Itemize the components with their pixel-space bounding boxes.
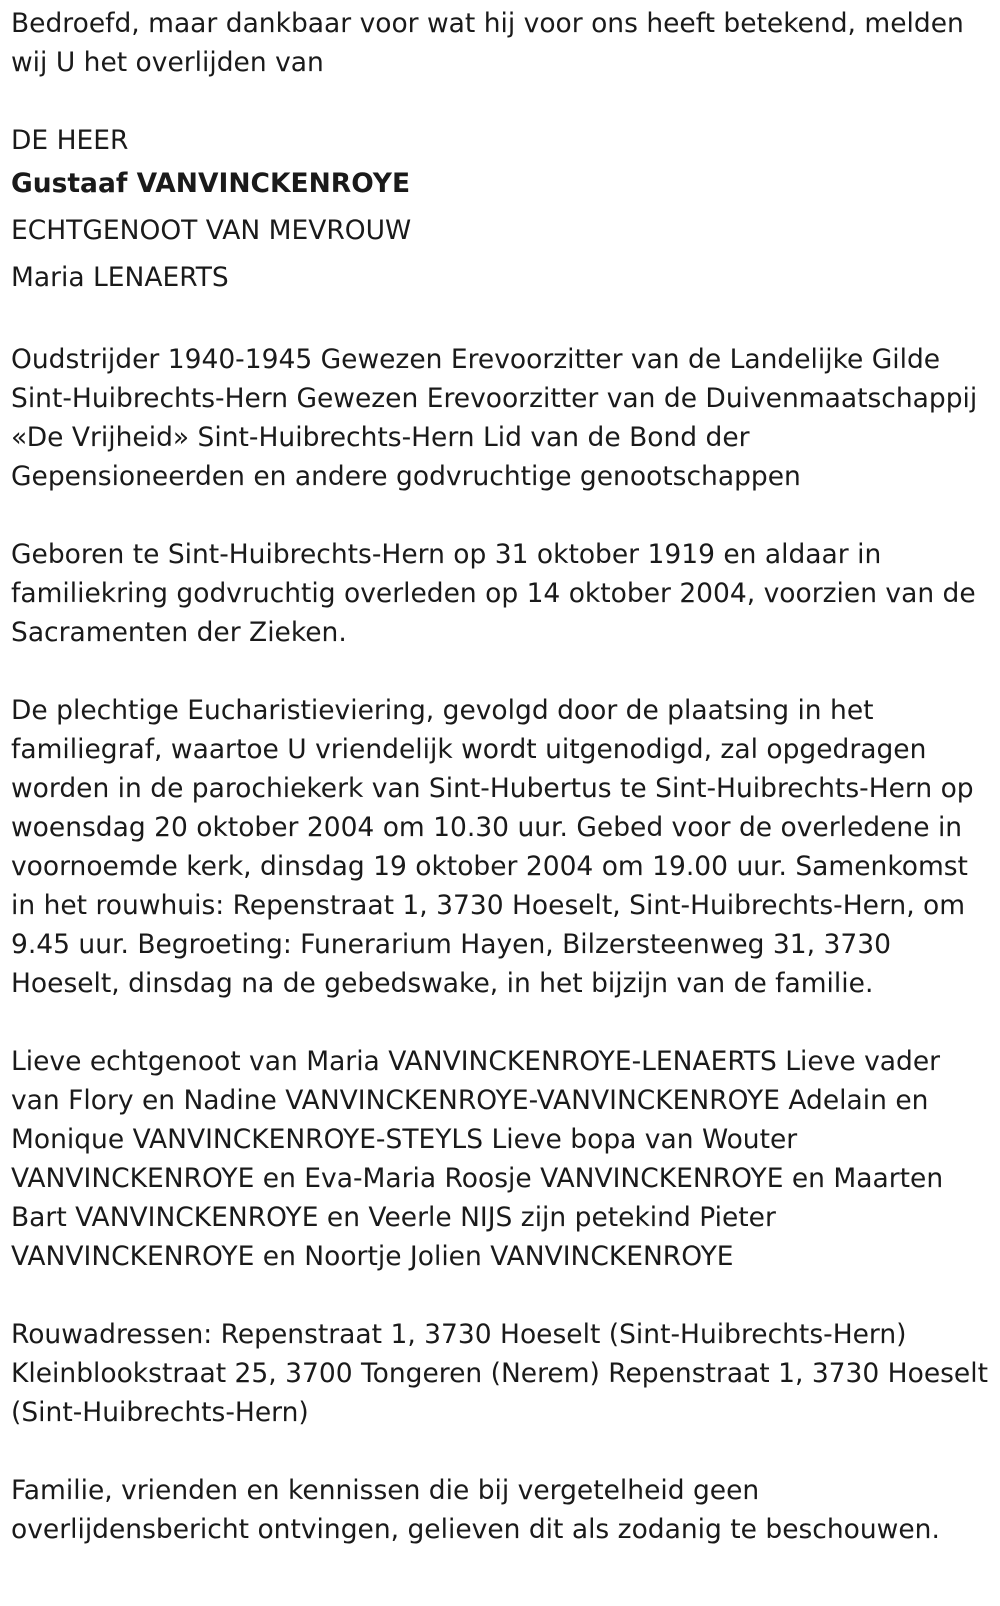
ceremony-paragraph: De plechtige Eucharistieviering, gevolgd door de plaatsing in het familiegraf, waartoe U vriendelijk wordt uitgenodigd, zal opgedragen worden in de parochiekerk van Sint-Hubertus te Sint-Huibrechts-Hern op woensdag 20 oktober 2004 om 10.30 uur. Gebed voor de overledene in voornoemde kerk, dinsdag 19 oktober 2004 om 19.00 uur. Samenkomst in het rouwhuis: Repenstraat 1, 3730 Hoeselt, Sint-Huibrechts-Hern, om 9.45 uur. Begroeting: Funerarium Hayen, Bilzersteenweg 31, 3730 Hoeselt, dinsdag na de gebedswake, in het bijzijn van de familie. xyxy=(11,695,974,999)
birth-death-paragraph: Geboren te Sint-Huibrechts-Hern op 31 oktober 1919 en aldaar in familiekring godvruchtig overleden op 14 oktober 2004, voorzien van de Sacramenten der Zieken. xyxy=(11,539,976,648)
intro-paragraph: Bedroefd, maar dankbaar voor wat hij voor ons heeft betekend, melden wij U het overlijden van xyxy=(11,8,964,78)
spacer xyxy=(11,82,991,121)
closing-paragraph: Familie, vrienden en kennissen die bij vergetelheid geen overlijdensbericht ontvingen, gelieven dit als zodanig te beschouwen. xyxy=(11,1475,940,1545)
family-paragraph: Lieve echtgenoot van Maria VANVINCKENROYE-LENAERTS Lieve vader van Flory en Nadine VANVINCKENROYE-VANVINCKENROYE Adelain en Monique VANVINCKENROYE-STEYLS Lieve bopa van Wouter VANVINCKENROYE en Eva-Maria Roosje VANVINCKENROYE en Maarten Bart VANVINCKENROYE en Veerle NIJS zijn petekind Pieter VANVINCKENROYE en Noortje Jolien VANVINCKENROYE xyxy=(11,1046,944,1272)
addresses-paragraph: Rouwadressen: Repenstraat 1, 3730 Hoeselt (Sint-Huibrechts-Hern) Kleinblookstraat 25, 3700 Tongeren (Nerem) Repenstraat 1, 3730 Hoeselt (Sint-Huibrechts-Hern) xyxy=(11,1319,988,1428)
spacer xyxy=(11,652,991,691)
titles-paragraph: Oudstrijder 1940-1945 Gewezen Erevoorzitter van de Landelijke Gilde Sint-Huibrechts-Hern Gewezen Erevoorzitter van de Duivenmaatschappij «De Vrijheid» Sint-Huibrechts-Hern Lid van de Bond der Gepensioneerden en andere godvruchtige genootschappen xyxy=(11,344,978,492)
deceased-name: Gustaaf VANVINCKENROYE xyxy=(11,168,411,199)
spacer xyxy=(11,1003,991,1042)
salutation: DE HEER xyxy=(11,125,129,156)
spacer xyxy=(11,301,991,340)
spouse-name: Maria LENAERTS xyxy=(11,262,229,293)
spacer xyxy=(11,1276,991,1315)
relation-line: ECHTGENOOT VAN MEVROUW xyxy=(11,215,412,246)
spacer xyxy=(11,1432,991,1471)
obituary-notice xyxy=(11,4,991,1549)
spacer xyxy=(11,496,991,535)
